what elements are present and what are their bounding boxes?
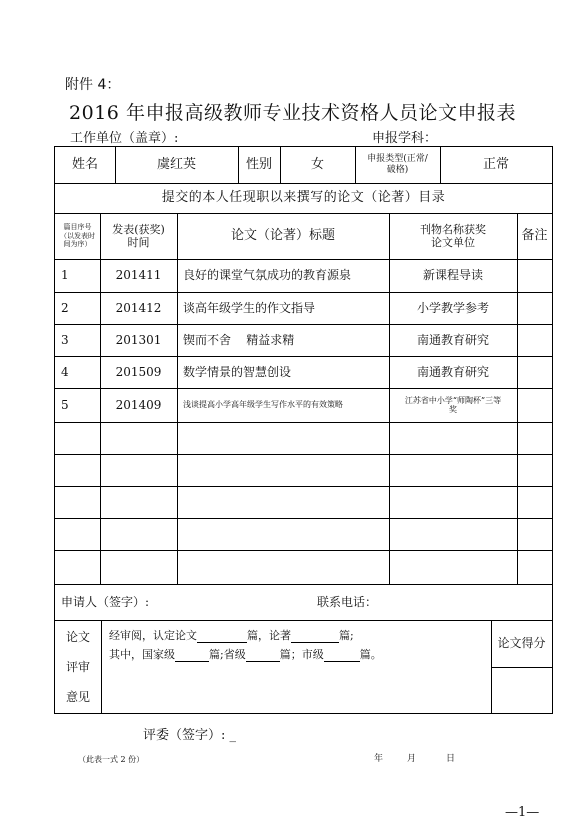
review-text: 篇; [339,629,354,642]
paper-date: 201409 [115,397,162,412]
paper-title: 数学情景的智慧创设 [183,364,292,379]
date-year-label: 年 [374,754,384,764]
application-type-value: 正常 [482,157,509,173]
review-text: 篇;省级 [209,648,246,661]
paper-index: 3 [61,332,69,347]
date-day-label: 日 [446,754,456,764]
blank-line [246,649,280,662]
attachment-label: 附件 4： [65,77,121,93]
gender-value: 女 [310,157,324,173]
paper-journal: 南通教育研究 [416,364,489,379]
paper-title: 谈高年级学生的作文指导 [183,300,316,315]
date-month-label: 月 [407,754,417,764]
paper-title: 良好的课堂气氛成功的教育源泉 [183,268,352,283]
copies-note: （此表一式 2 份） [78,755,145,764]
review-text: 经审阅，认定论文 [109,629,197,642]
review-text: 其中，国家级 [109,648,175,661]
work-unit-label: 工作单位（盖章）: [70,131,179,146]
gender-label: 性别 [245,157,272,173]
review-label-line3: 意见 [65,689,90,704]
col-header-index: 篇目序号（以发表时间为序） [60,223,95,249]
paper-date: 201411 [115,268,162,283]
application-form-table [54,146,553,714]
phone-label: 联系电话： [317,594,378,609]
paper-journal: 江苏省中小学“师陶杯”三等奖 [404,395,502,414]
paper-date: 201301 [115,332,162,347]
page-title: 2016 年申报高级教师专业技术资格人员论文申报表 [69,102,516,124]
paper-index: 4 [61,364,69,379]
blank-line [324,649,360,662]
paper-journal: 南通教育研究 [416,332,489,347]
paper-journal: 小学教学参考 [416,300,489,315]
blank-line [175,649,209,662]
paper-date: 201412 [115,300,162,315]
paper-date: 201509 [115,364,162,379]
application-type-label: 申报类型(正常/破格) [367,154,428,175]
reviewer-signature-label: 评委（签字）: _ [143,728,237,743]
col-header-date: 发表(获奖)时间 [112,222,165,249]
review-line-1 [109,627,354,643]
paper-index: 1 [61,268,69,283]
paper-title: 锲而不舍 精益求精 [183,332,295,347]
paper-index: 5 [61,397,69,412]
paper-title: 浅谈提高小学高年级学生写作水平的有效策略 [183,400,343,410]
blank-line [291,630,339,643]
name-value: 虞红英 [156,157,196,173]
review-text: 篇；市级 [279,648,324,661]
score-label: 论文得分 [497,636,546,651]
blank-line [197,630,247,643]
section-title: 提交的本人任现职以来撰写的论文（论著）目录 [161,190,446,206]
name-label: 姓名 [71,157,98,173]
col-header-title: 论文（论著）标题 [230,228,335,244]
col-header-notes: 备注 [521,228,548,244]
review-label-line1: 论文 [65,629,90,644]
col-header-journal: 刊物名称获奖论文单位 [420,222,486,249]
review-text: 篇，论著 [247,629,291,642]
page-number: —1— [505,805,540,820]
paper-journal: 新课程导读 [422,268,483,283]
review-text: 篇。 [359,648,382,661]
review-label-line2: 评审 [65,659,90,674]
paper-index: 2 [61,300,69,315]
applicant-signature-label: 申请人（签字）: [61,594,150,609]
subject-label: 申报学科： [372,131,438,146]
review-line-2 [109,646,382,662]
